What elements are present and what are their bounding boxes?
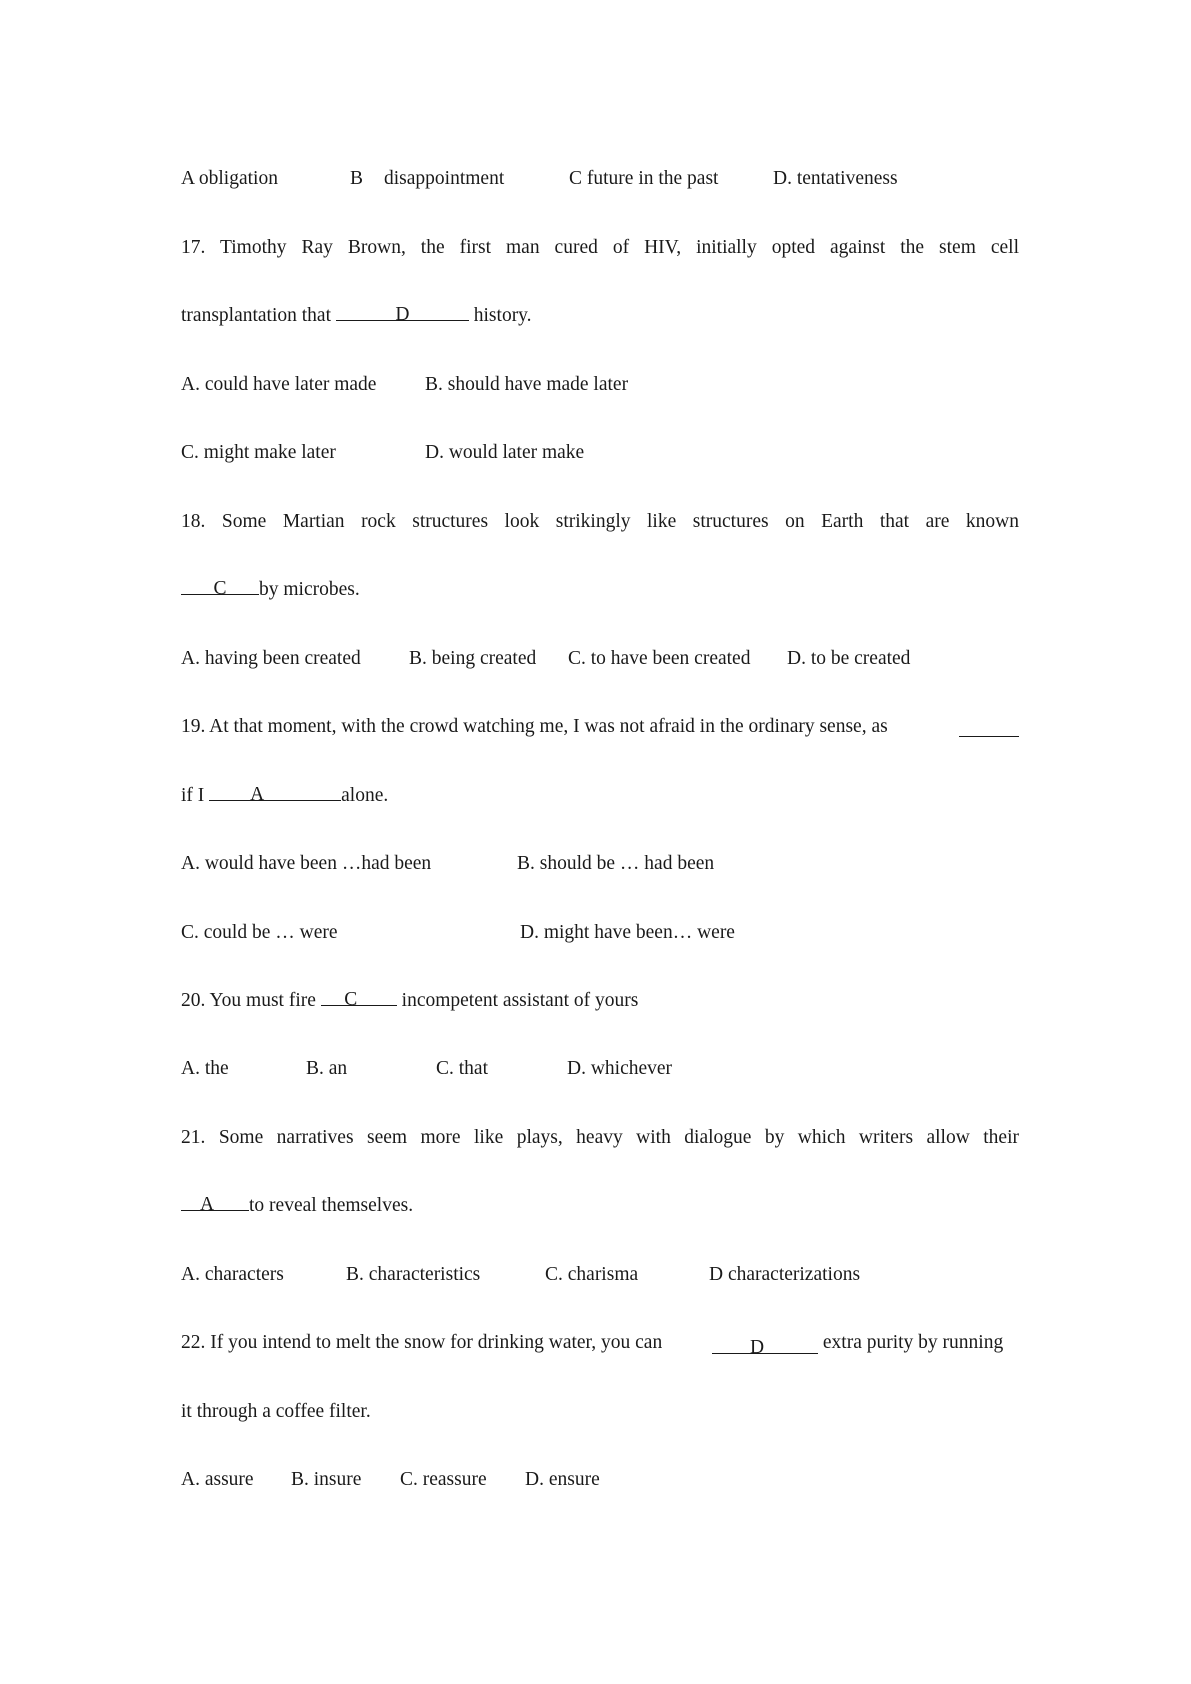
- q16-option-d: D. tentativeness: [773, 168, 898, 189]
- q17-option-b: B. should have made later: [425, 374, 629, 395]
- q18-answer-blank: [181, 574, 259, 599]
- q21-stem-line2: [181, 1191, 1019, 1221]
- q19-options-row2: [181, 918, 1019, 948]
- q21-option-b: B. characteristics: [346, 1264, 481, 1285]
- q19-option-c: C. could be … were: [181, 922, 338, 943]
- q18-answer: C: [213, 578, 227, 599]
- q18-stem-post: by microbes.: [259, 579, 360, 600]
- q20-option-a: A. the: [181, 1058, 229, 1079]
- q18-option-a: A. having been created: [181, 648, 361, 669]
- q21-option-a: A. characters: [181, 1264, 284, 1285]
- q19-option-b: B. should be … had been: [517, 853, 715, 874]
- q18-stem-line1: 18. Some Martian rock structures look strikingly like structures on Earth that are known: [181, 511, 1019, 532]
- q20-options: [181, 1054, 1019, 1084]
- q20-option-d: D. whichever: [567, 1058, 673, 1079]
- q20-answer: C: [344, 989, 358, 1010]
- q19-stem-line2: [181, 781, 1019, 811]
- q19-stem-text: 19. At that moment, with the crowd watching me, I was not afraid in the ordinary sense, as: [181, 716, 888, 737]
- q17-option-c: C. might make later: [181, 442, 336, 463]
- q17-options-row2: [181, 438, 1019, 468]
- q17-stem-pre: transplantation that: [181, 305, 336, 326]
- q16-option-a: A obligation: [181, 168, 278, 189]
- q16-options: [181, 164, 1019, 194]
- q18-option-b: B. being created: [409, 648, 537, 669]
- q17-option-d: D. would later make: [425, 442, 585, 463]
- q22-stem-line1: [181, 1328, 1019, 1358]
- q22-stem-post: extra purity by running: [818, 1332, 1004, 1353]
- q22-option-d: D. ensure: [525, 1469, 600, 1490]
- q18-option-d: D. to be created: [787, 648, 911, 669]
- q21-stem-post: to reveal themselves.: [249, 1195, 414, 1216]
- q21-answer: A: [199, 1194, 215, 1215]
- q17-options-row1: [181, 370, 1019, 400]
- q20-answer-blank: [321, 985, 397, 1010]
- q21-stem-line1: 21. Some narratives seem more like plays, heavy with dialogue by which writers allow their: [181, 1127, 1019, 1148]
- q16-option-b-letter: B: [350, 168, 364, 189]
- q22-stem-line2: it through a coffee filter.: [181, 1401, 371, 1422]
- q22-option-c: C. reassure: [400, 1469, 487, 1490]
- q16-option-c: C future in the past: [569, 168, 719, 189]
- q17-stem-line1: 17. Timothy Ray Brown, the first man cured of HIV, initially opted against the stem cell: [181, 237, 1019, 258]
- q19-first-blank: [959, 716, 1019, 737]
- q22-answer: D: [749, 1337, 765, 1358]
- q22-stem-pre: 22. If you intend to melt the snow for drinking water, you can: [181, 1332, 668, 1353]
- q20-stem: [181, 986, 1019, 1016]
- q19-answer-blank: [209, 780, 341, 805]
- q19-options-row1: [181, 849, 1019, 879]
- q19-stem-pre: if I: [181, 785, 210, 806]
- q17-stem-line2: [181, 301, 1019, 331]
- q21-answer-blank: [181, 1190, 249, 1215]
- q17-option-a: A. could have later made: [181, 374, 377, 395]
- q22-option-a: A. assure: [181, 1469, 254, 1490]
- q18-options: [181, 644, 1019, 674]
- q19-option-d: D. might have been… were: [520, 922, 735, 943]
- q19-option-a: A. would have been …had been: [181, 853, 432, 874]
- q20-stem-post: incompetent assistant of yours: [396, 990, 639, 1011]
- q21-option-c: C. charisma: [545, 1264, 639, 1285]
- q17-stem-post: history.: [468, 305, 532, 326]
- q21-options: [181, 1260, 1019, 1290]
- q22-options: [181, 1465, 1019, 1495]
- q18-option-c: C. to have been created: [568, 648, 751, 669]
- q22-answer-blank: [712, 1333, 818, 1358]
- q17-answer: D: [395, 304, 410, 325]
- q20-option-c: C. that: [436, 1058, 488, 1079]
- q22-option-b: B. insure: [291, 1469, 362, 1490]
- q19-stem-line1: [181, 712, 1019, 742]
- q19-answer: A: [250, 784, 265, 805]
- q16-option-b-text: disappointment: [384, 168, 505, 189]
- q20-option-b: B. an: [306, 1058, 348, 1079]
- q19-stem-post: alone.: [341, 785, 389, 806]
- q18-stem-line2: [181, 575, 1019, 605]
- q17-answer-blank: [336, 300, 469, 325]
- q20-stem-pre: 20. You must fire: [181, 990, 321, 1011]
- q21-option-d: D characterizations: [709, 1264, 861, 1285]
